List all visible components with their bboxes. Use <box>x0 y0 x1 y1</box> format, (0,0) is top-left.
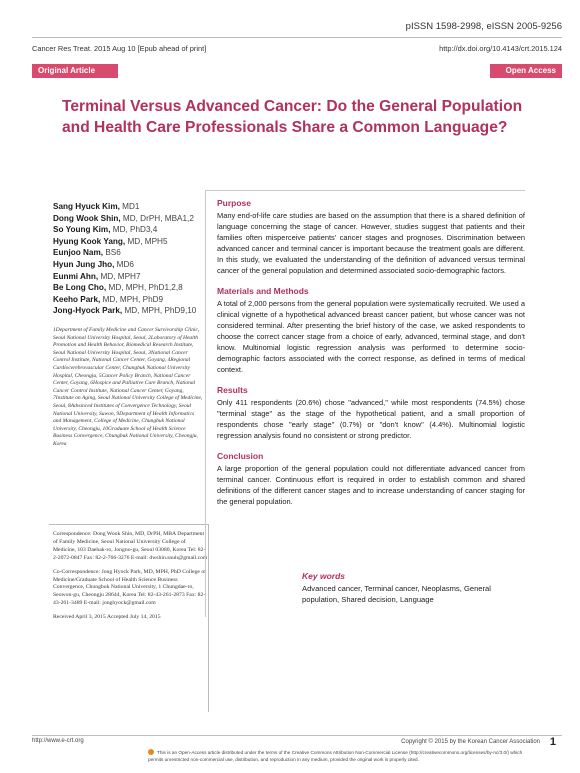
author-entry <box>53 224 203 236</box>
author-degrees: MD1 <box>119 202 140 211</box>
author-degrees: MD, MPH, PhD9,10 <box>122 306 197 316</box>
author-degrees: MD, DrPH, MBA1,2 <box>120 213 194 223</box>
license-note <box>148 749 528 763</box>
journal-citation: Cancer Res Treat. 2015 Aug 10 [Epub ahead of print] <box>32 44 207 53</box>
section-text-conclusion: A large proportion of the general population could not differentiate advanced cancer from terminal cancer. Continuous effort is required in order to establish common and shared definitions of the different cancer stages and to increase understanding of cancer staging for the general population. <box>217 464 525 506</box>
author-name: Keeho Park, <box>53 294 101 304</box>
issn: pISSN 1598-2998, eISSN 2005-9256 <box>405 21 562 32</box>
section-text-methods: A total of 2,000 persons from the general population were systematically recruited. We used a clinical vignette of a hypothetical advanced breast cancer patient, but whose cancer was not considered terminal. After presenting the brief history of the case, we asked respondents to choose the correct cancer stage from a choice of early, advanced, terminal stage, and don't know. Multinomial logistic regression analysis was performed to determine socio-demographic factors associated with the correct response, as defined in terms of medical context. <box>217 299 525 374</box>
author-entry <box>53 213 203 225</box>
footer-rule <box>32 735 562 736</box>
keywords-heading: Key words <box>302 571 345 581</box>
abstract <box>205 190 525 617</box>
author-name: Hyung Kook Yang, <box>53 236 126 246</box>
author-name: Eunjoo Nam, <box>53 248 104 258</box>
author-degrees: MD6 <box>114 259 134 269</box>
copyright: Copyright © 2015 by the Korean Cancer Association <box>401 739 540 745</box>
author-list <box>53 201 203 317</box>
author-entry <box>53 294 203 306</box>
article-title: Terminal Versus Advanced Cancer: Do the General Population and Health Care Professionals Share a Common Language? <box>62 98 523 136</box>
author-entry <box>53 247 203 259</box>
section-heading-conclusion: Conclusion <box>217 451 264 461</box>
author-entry <box>53 271 203 283</box>
author-degrees: BS6 <box>103 248 121 258</box>
header-rule <box>32 37 562 38</box>
author-entry <box>53 236 203 248</box>
author-entry <box>53 282 203 294</box>
keywords-text: Advanced cancer, Terminal cancer, Neoplasms, General population, Shared decision, Language <box>302 584 491 604</box>
section-text-purpose: Many end-of-life care studies are based on the assumption that there is a shared definition of language concerning the stage of cancer. However, studies suggest that patients and their families often misperceive patients' cancer stages and prognoses. Discrimination between advanced cancer and terminal cancer is important because the treatment goals are different. In this study, we evaluated the understanding of the definition of advanced versus terminal cancer of the general population and determined associated socio-demographic factors. <box>217 211 525 275</box>
author-degrees: MD, MPH7 <box>98 271 141 281</box>
author-entry <box>53 305 203 317</box>
author-degrees: MD, MPH5 <box>125 236 168 246</box>
page-number: 1 <box>549 736 556 748</box>
open-access-badge: Open Access <box>490 64 562 78</box>
author-degrees: MD, MPH, PhD1,2,8 <box>106 283 183 293</box>
section-heading-results: Results <box>217 385 248 395</box>
correspondence-box <box>49 524 209 712</box>
author-entry <box>53 259 203 271</box>
doi-link[interactable]: http://dx.doi.org/10.4143/crt.2015.124 <box>439 44 562 53</box>
author-name: Hyun Jung Jho, <box>53 259 115 269</box>
article-type-badge: Original Article <box>32 64 118 78</box>
section-heading-methods: Materials and Methods <box>217 286 309 296</box>
section-text-results: Only 411 respondents (20.6%) chose "advanced," while most respondents (74.5%) chose "terminal stage" as the stage of the hypothetical patient, and a small proportion of respondents chose "early stage" (0.7%) or "don't know" (4.4%). Multinomial logistic regression analysis found no consistent or strong predictor. <box>217 398 525 440</box>
author-name: Jong-Hyock Park, <box>53 306 123 316</box>
section-heading-purpose: Purpose <box>217 198 252 208</box>
author-name: Be Long Cho, <box>53 283 107 293</box>
keywords-block <box>302 571 512 605</box>
affiliations: 1Department of Family Medicine and Cancer Survivorship Clinic, Seoul National University Hospital, Seoul, 2Laboratory of Health Promotion and Health Behavior, Biomedical Research Institute, Seoul National University Hospital, Seoul, 3National Cancer Control Institute, National Cancer Center, Goyang, 4Regional Cardiocerebrovascular Center, Chungbuk National University Hospital, Cheongju, 5Cancer Policy Branch, National Cancer Center, Goyang, 6Hospice and Palliative Care Branch, National Cancer Control Institute, National Cancer Center, Goyang, 7Institute on Aging, Seoul National University College of Medicine, Seoul, 8Advanced Institutes of Convergence Technology, Seoul National University, Suwon, 9Department of Health Informatics and Management, College of Medicine, Chungbuk National University, Cheongju, 10Graduate School of Health Science Business Convergence, Chungbuk National University, Cheongju, Korea <box>53 327 203 447</box>
correspondence-primary: Correspondence: Dong Wook Shin, MD, DrPH, MBA Department of Family Medicine, Seoul National University College of Medicine, 103 Daehak-ro, Jongno-gu, Seoul 03080, Korea Tel: 82-2-2072-0847 Fax: 82-2-766-3276 E-mail: dwshin.snuh@gmail.com <box>53 531 208 561</box>
received-accepted-dates: Received April 3, 2015 Accepted July 14, 2015 <box>53 614 161 621</box>
author-name: Dong Wook Shin, <box>53 213 121 223</box>
open-access-icon <box>148 749 154 755</box>
author-name: Eunmi Ahn, <box>53 271 99 281</box>
author-degrees: MD, MPH, PhD9 <box>100 294 164 304</box>
author-entry <box>53 201 203 213</box>
correspondence-secondary: Co-Correspondence: Jong Hyock Park, MD, MPH, PhD College of Medicine/Graduate School of Health Science Business Convergence, Chungbuk National University, 1 Chungdae-ro, Seowon-gu, Cheongju 28644, Korea Tel: 82-43-261-2873 Fax: 82-43-261-3489 E-mail: jonghyock@gmail.com <box>53 568 207 607</box>
author-name: So Young Kim, <box>53 225 111 235</box>
author-degrees: MD, PhD3,4 <box>110 225 158 235</box>
author-name: Sang Hyuck Kim, <box>53 202 120 211</box>
license-text: This is an Open-Access article distributed under the terms of the Creative Commons Attribution Non-Commercial License (http://creativecommons.org/licenses/by-nc/3.0/) which permits unrestricted non-commercial use, distribution, and reproduction in any medium, provided the original work is properly cited. <box>148 750 523 762</box>
journal-url-link[interactable]: http://www.e-crt.org <box>32 738 84 744</box>
